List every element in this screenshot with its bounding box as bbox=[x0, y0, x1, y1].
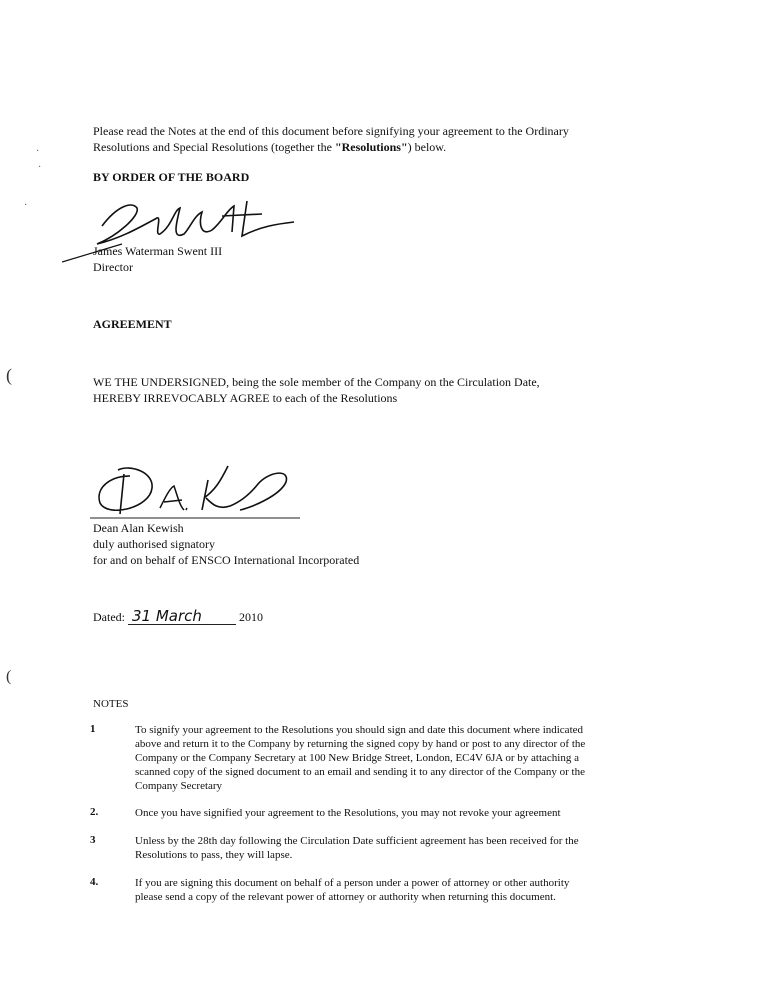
note-number: 1 bbox=[90, 723, 96, 735]
dated-handwritten: 31 March bbox=[128, 608, 236, 625]
signatory-behalf: for and on behalf of ENSCO International Incorporated bbox=[93, 553, 360, 567]
dated-year: 2010 bbox=[239, 610, 263, 624]
intro-line: Please read the Notes at the end of this document before signifying your agreement to the Ordinary bbox=[93, 124, 569, 138]
agreement-line: WE THE UNDERSIGNED, being the sole member of the Company on the Circulation Date, bbox=[93, 375, 540, 389]
signatory-name: Dean Alan Kewish bbox=[93, 521, 184, 535]
intro-paragraph bbox=[93, 123, 663, 155]
note-3 bbox=[135, 834, 655, 862]
note-number: 4. bbox=[90, 876, 99, 888]
note-line: Once you have signified your agreement to the Resolutions, you may not revoke your agreement bbox=[135, 807, 561, 819]
scan-mark: · bbox=[36, 146, 40, 157]
scan-mark: ( bbox=[6, 668, 12, 685]
note-4 bbox=[135, 876, 655, 904]
note-2 bbox=[135, 806, 655, 820]
note-line: Unless by the 28th day following the Circulation Date sufficient agreement has been received for the bbox=[135, 835, 579, 847]
note-line: If you are signing this document on behalf of a person under a power of attorney or other authority bbox=[135, 877, 570, 889]
director-title: Director bbox=[93, 260, 133, 274]
director-name: James Waterman Swent III bbox=[93, 244, 223, 258]
agreement-paragraph bbox=[93, 374, 663, 406]
note-line: Company Secretary bbox=[135, 780, 223, 792]
note-number: 3 bbox=[90, 834, 96, 846]
order-heading: BY ORDER OF THE BOARD bbox=[93, 170, 250, 184]
signatory-block bbox=[93, 520, 359, 568]
signatory-signature bbox=[90, 458, 305, 522]
note-line: To signify your agreement to the Resolutions you should sign and date this document where indicated bbox=[135, 724, 584, 736]
dated-line bbox=[93, 608, 263, 625]
agreement-heading: AGREEMENT bbox=[93, 317, 172, 331]
note-line: scanned copy of the signed document to an email and sending it to any director of the Company or the bbox=[135, 766, 585, 778]
note-line: please send a copy of the relevant power of attorney or authority when returning this document. bbox=[135, 891, 556, 903]
note-line: above and return it to the Company by returning the signed copy by hand or post to any director of the bbox=[135, 738, 586, 750]
note-line: Company or the Company Secretary at 100 New Bridge Street, London, EC4V 6JA or by attaching a bbox=[135, 752, 579, 764]
scan-mark: ( bbox=[6, 365, 12, 385]
dated-label: Dated: bbox=[93, 610, 125, 624]
note-1 bbox=[135, 723, 655, 793]
intro-line: Resolutions and Special Resolutions (together the "Resolutions") below. bbox=[93, 140, 447, 154]
scan-mark: · bbox=[38, 162, 42, 173]
agreement-line: HEREBY IRREVOCABLY AGREE to each of the Resolutions bbox=[93, 391, 398, 405]
note-line: Resolutions to pass, they will lapse. bbox=[135, 849, 293, 861]
notes-heading: NOTES bbox=[93, 698, 129, 710]
scan-mark: · bbox=[24, 200, 28, 211]
note-number: 2. bbox=[90, 806, 99, 818]
signatory-role: duly authorised signatory bbox=[93, 537, 215, 551]
